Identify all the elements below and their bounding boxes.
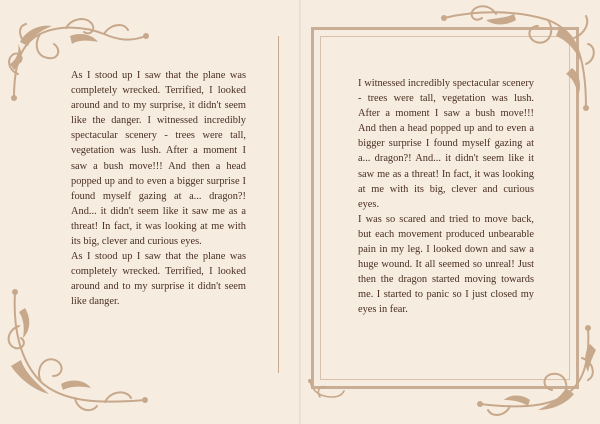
left-page-side-rule bbox=[278, 36, 279, 373]
right-paragraph: I was so scared and tried to move back, but each movement produced unbearable pain in my leg. I looked down and saw a huge wound. It all seemed so unreal! Just then the dragon started moving towards me. I started to panic so I just closed my eyes in fear. bbox=[358, 213, 534, 316]
left-page-text bbox=[71, 68, 246, 310]
left-paragraph: As I stood up I saw that the plane was completely wrecked. Terrified, I looked around and to my surprise, it didn't seem like the danger. I witnessed incredibly spectacular scenery - trees were tall, vegetation was lush. After a moment I saw a bush move!!! And then a head popped up and to even a bigger surprise I found myself gazing at a... dragon?! And... it didn't seem like it saw me as a threat! In fact, it was looking at me with its big, clever and curious eyes. bbox=[71, 70, 246, 248]
right-page-text bbox=[358, 76, 534, 318]
left-paragraph: As I stood up I saw that the plane was completely wrecked. Terrified, I looked around and to my surprise it didn't seem like danger. bbox=[71, 251, 246, 308]
page-gutter bbox=[299, 0, 301, 424]
right-paragraph: I witnessed incredibly spectacular scenery - trees were tall, vegetation was lush. After a moment I saw a bush move!!! And then a head popped up and to even a bigger surprise I found myself gazing at a... dragon?! And... it didn't seem like it saw me as a threat! In fact, it was looking at me with its big, clever and curious eyes. bbox=[358, 78, 534, 210]
bottom-right-corner-flourish-icon bbox=[470, 324, 598, 420]
bottom-frame-flourish-icon bbox=[306, 377, 346, 401]
